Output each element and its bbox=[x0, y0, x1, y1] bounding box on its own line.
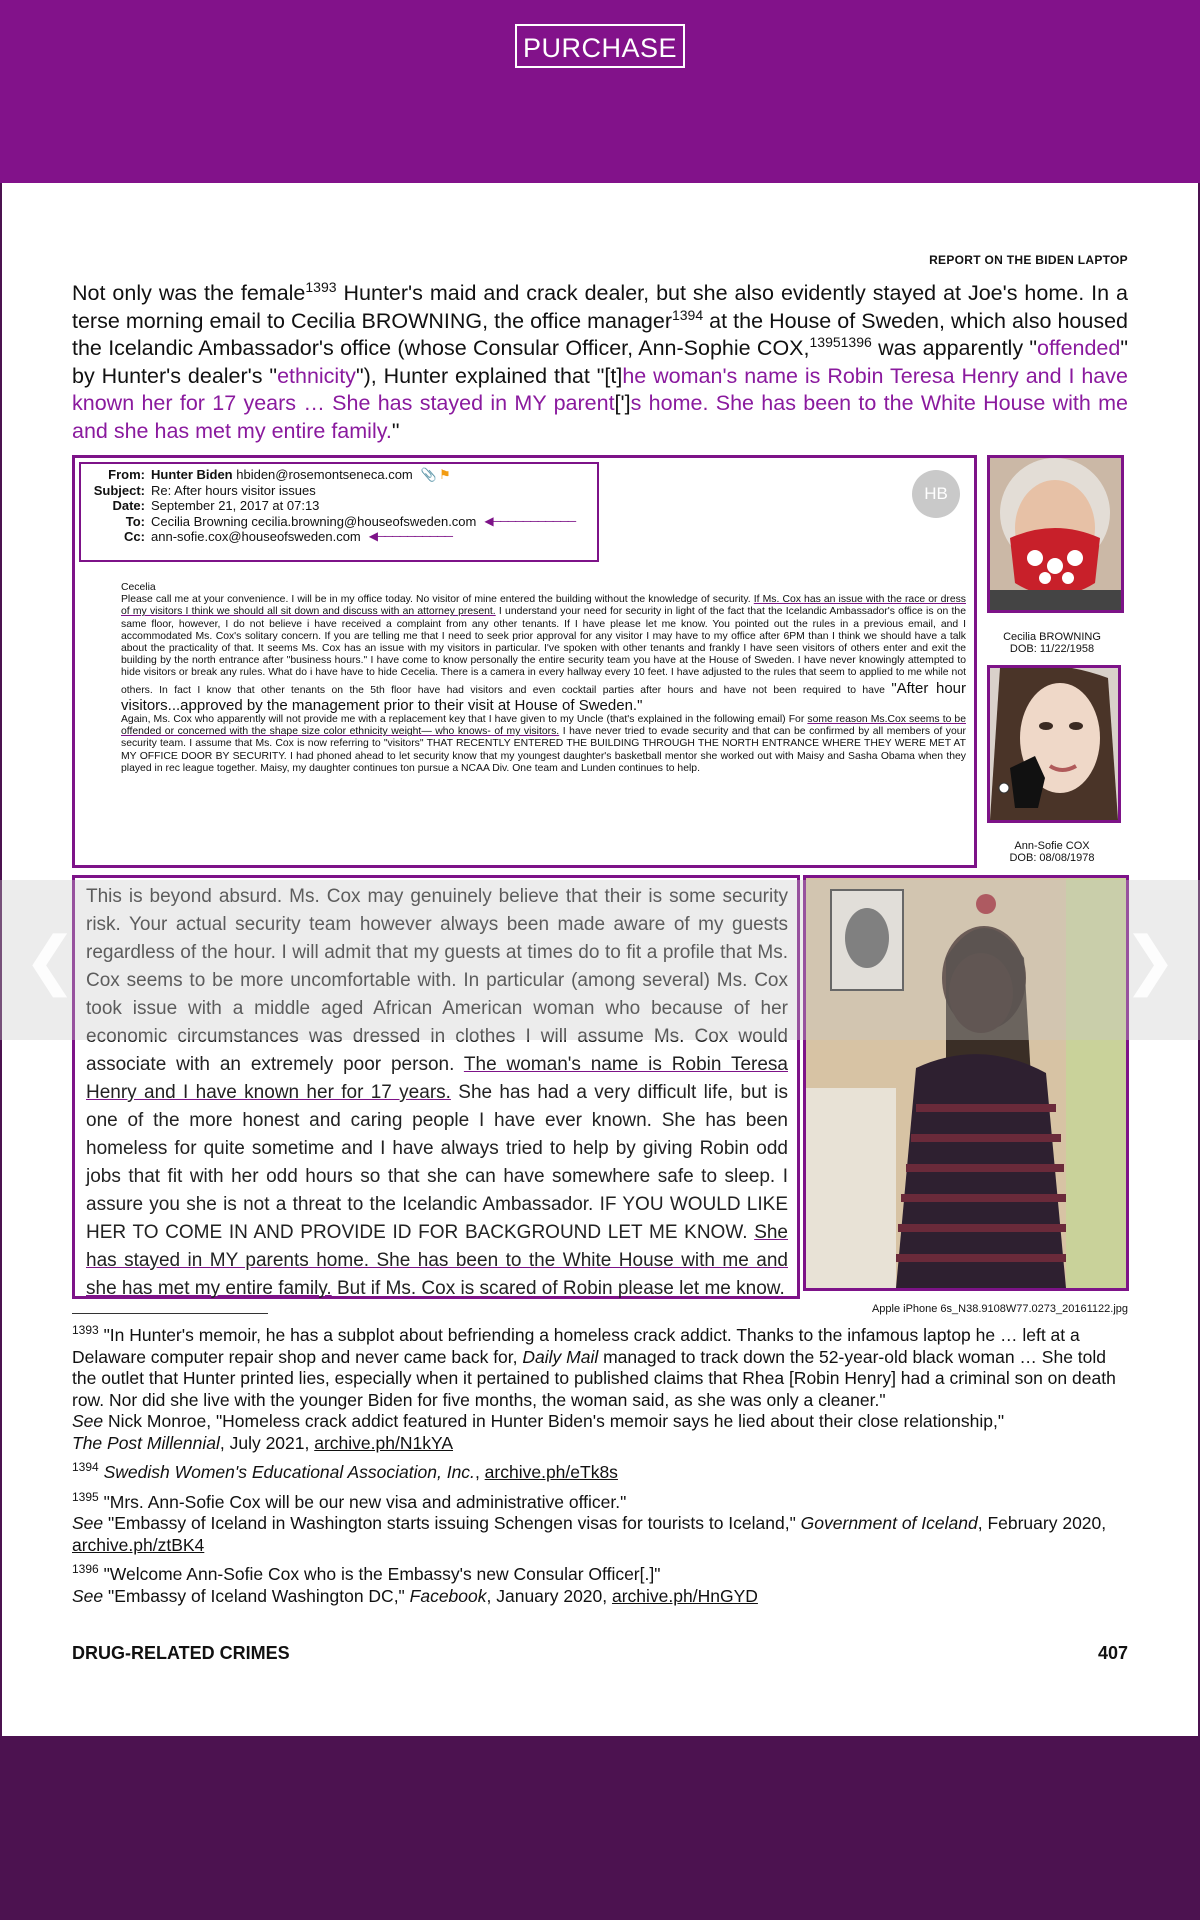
ann-sofie-caption: Ann-Sofie COX DOB: 08/08/1978 bbox=[1009, 840, 1095, 864]
running-header: REPORT ON THE BIDEN LAPTOP bbox=[929, 253, 1128, 267]
ann-sofie-photo bbox=[987, 665, 1121, 823]
archive-link[interactable]: archive.ph/HnGYD bbox=[612, 1585, 758, 1606]
section-title: DRUG-RELATED CRIMES bbox=[72, 1643, 290, 1663]
footnote-1396: $^{1396}$ "Welcome Ann-Sofie Cox who is the Embassy's new Consular Officer[.]" See "Embassy of Iceland Washington DC," Facebook, January 2020, archive.ph/HnGYD bbox=[72, 1562, 758, 1606]
purchase-button[interactable]: PURCHASE bbox=[515, 24, 685, 68]
archive-link[interactable]: archive.ph/eTk8s bbox=[484, 1462, 618, 1482]
photo-caption: Apple iPhone 6s_N38.9108W77.0273_20161122.jpg bbox=[871, 1303, 1128, 1315]
footnote-1395: $^{1395}$ "Mrs. Ann-Sofie Cox will be our new visa and administrative officer." See "Embassy of Iceland in Washington starts issuing Schengen visas for tourists to Iceland," Government of Iceland, February 2020, archive.ph/ztBK4 bbox=[72, 1489, 1107, 1555]
arrow-left-icon: ◀────────── bbox=[368, 529, 453, 543]
bottom-bar bbox=[0, 1736, 1200, 1920]
chevron-left-icon[interactable]: ❮ bbox=[23, 924, 77, 996]
page-number: 407 bbox=[1097, 1643, 1128, 1663]
flag-icon: ⚑ bbox=[438, 467, 451, 482]
book-page bbox=[2, 183, 1198, 1736]
email-screenshot bbox=[72, 455, 977, 868]
email-body: Cecelia Please call me at your convenience. I will be in my office today. No visitor of mine entered the building without the knowledge of security. If Ms. Cox has an issue with the race or dress of my visitors I think we should all sit down and discuss with an attorney present. I understand your need for security in light of the fact that the Icelandic Ambassador's office is on the same floor, however, I do not believe i have received a complaint from any other tenants. If I have please let me know. You pointed out the rules in a previous email, and I accommodated Ms. Cox's solitary concern. If you are telling me that I need to seek prior approval for any visitor I may have to my office after 6PM than I think we should have a talk about the practicality of that. It seems Ms. Cox has an issue with my visitors in particular. I've spoken with other tenants and frankly I have seen visitors of others enter and exit the building by the north entrance after "business hours." I have come to know personally the entire security team you have at the House of Sweden. I have never knowingly attempted to hide visitors or break any rules. What do i have have to hide Cecelia. There is a camera in every hallway every 10 feet. I have adjusted to the rules that seem to applied to me while not others. In fact I know that other tenants on the 5th floor have had visitors and even cocktail parties after hours and have not been required to have "After hour visitors...approved by the management prior to their visit at House of Sweden." Again, Ms. Cox who apparently will not provide me with a replacement key that I have given to my Uncle (that's explained in the following email) For some reason Ms.Cox seems to be offended or concerned with the shape size color ethnicity weight— who knows- of my visitors. I have never tried to evade security and that can be confirmed by all members of your security team. I assume that Ms. Cox is now referring to "visitors" THAT RECENTLY ENTERED THE BUILDING THROUGH THE NORTH ENTRANCE WHERE THEY WERE MET AT MY OFFICE DOOR BY SECURITY. I had phoned ahead to let security know that my youngest daughter's basketball mentor she worked out with Maisy and Sasha Obama when they played in rec league together. Maisy, my daughter continues ton pursue a NCAA Div. One team and Lunden continues to help. bbox=[121, 582, 967, 774]
arrow-left-icon: ◀─────────── bbox=[484, 513, 576, 528]
cecilia-caption: Cecilia BROWNING DOB: 11/22/1958 bbox=[1003, 631, 1101, 655]
footnote-ref[interactable]: 13951396 bbox=[809, 333, 872, 350]
footnote-ref[interactable]: 1394 bbox=[671, 306, 704, 323]
footnote-1394: $^{1394}$ Swedish Women's Educational Association, Inc., archive.ph/eTk8s bbox=[72, 1460, 618, 1482]
top-bar bbox=[0, 0, 1200, 183]
archive-link[interactable]: archive.ph/ztBK4 bbox=[72, 1534, 205, 1555]
robin-photo bbox=[803, 875, 1129, 1291]
letter-excerpt bbox=[72, 875, 800, 1299]
footnote-1393: $^{1393}$ "In Hunter's memoir, he has a subplot about befriending a homeless crack addict. Thanks to the infamous laptop he … left at a Delaware computer repair shop and never came back for, Daily Mail managed to track down the 52-year-old black woman … She told the outlet that Hunter printed lies, especially when it pertained to published claims that Rhea [Robin Henry] had a criminal son on death row. Nor did she live with the younger Biden for five months, the woman said, as she was only a cleaner." See Nick Monroe, "Homeless crack addict featured in Hunter Biden's memoir says he lied about their close relationship," The Post Millennial, July 2021, archive.ph/N1kYA bbox=[72, 1323, 1116, 1453]
footnotes bbox=[72, 1325, 1132, 1615]
cecilia-photo bbox=[987, 455, 1124, 613]
body-paragraph: Not only was the female$^{1393}$ Hunter's maid and crack dealer, but she also evidently stayed at Joe's home. In a terse morning email to Cecilia BROWNING, the office manager$^{1394}$ at the House of Sweden, which also housed the Icelandic Ambassador's office (whose Consular Officer, Ann-Sophie COX,$^{13951396}$ was apparently "offended" by Hunter's dealer's "ethnicity"), Hunter explained that "[t]he woman's name is Robin Teresa Henry and I have known her for 17 years … She has stayed in MY parent[']s home. She has been to the White House with me and she has met my entire family." bbox=[72, 278, 1128, 443]
attachment-icon: 📎 bbox=[420, 467, 437, 482]
footnote-rule bbox=[72, 1313, 268, 1314]
footnote-ref[interactable]: 1393 bbox=[305, 278, 337, 295]
chevron-right-icon[interactable]: ❯ bbox=[1123, 924, 1177, 996]
avatar: HB bbox=[912, 470, 960, 518]
archive-link[interactable]: archive.ph/N1kYA bbox=[314, 1432, 454, 1453]
email-header: From: Hunter Biden hbiden@rosemontseneca.com 📎 ⚑ Subject: Re: After hours visitor issues Date: September 21, 2017 at 07:13 To: Cecilia Browning cecilia.browning@houseofsweden.com ◀─────────── Cc: ann-sofie.cox@houseofsweden.com ◀────────── bbox=[79, 462, 599, 562]
letter-text: This is beyond absurd. Ms. Cox may genuinely believe that their is some security risk. Your actual security team however always been made aware of my guests regardless of the hour. I will admit that my guests at times do to fit a profile that Ms. Cox seems to be more uncomfortable with. In particular (among several) Ms. Cox took issue with a middle aged African American woman who because of her economic circumstances was dressed in clothes I will assume Ms. Cox would associate with an extremely poor person. The woman's name is Robin Teresa Henry and I have known her for 17 years. She has had a very difficult life, but is one of the more honest and caring people I have ever known. She has been homeless for quite sometime and I have always tried to help by giving Robin odd jobs that fit with her odd hours so that she can have somewhere safe to sleep. I assure you she is not a threat to the Icelandic Ambassador. IF YOU WOULD LIKE HER TO COME IN AND PROVIDE ID FOR BACKGROUND LET ME KNOW. She has stayed in MY parents home. She has been to the White House with me and she has met my entire family. But if Ms. Cox is scared of Robin please let me know. bbox=[86, 886, 788, 1299]
